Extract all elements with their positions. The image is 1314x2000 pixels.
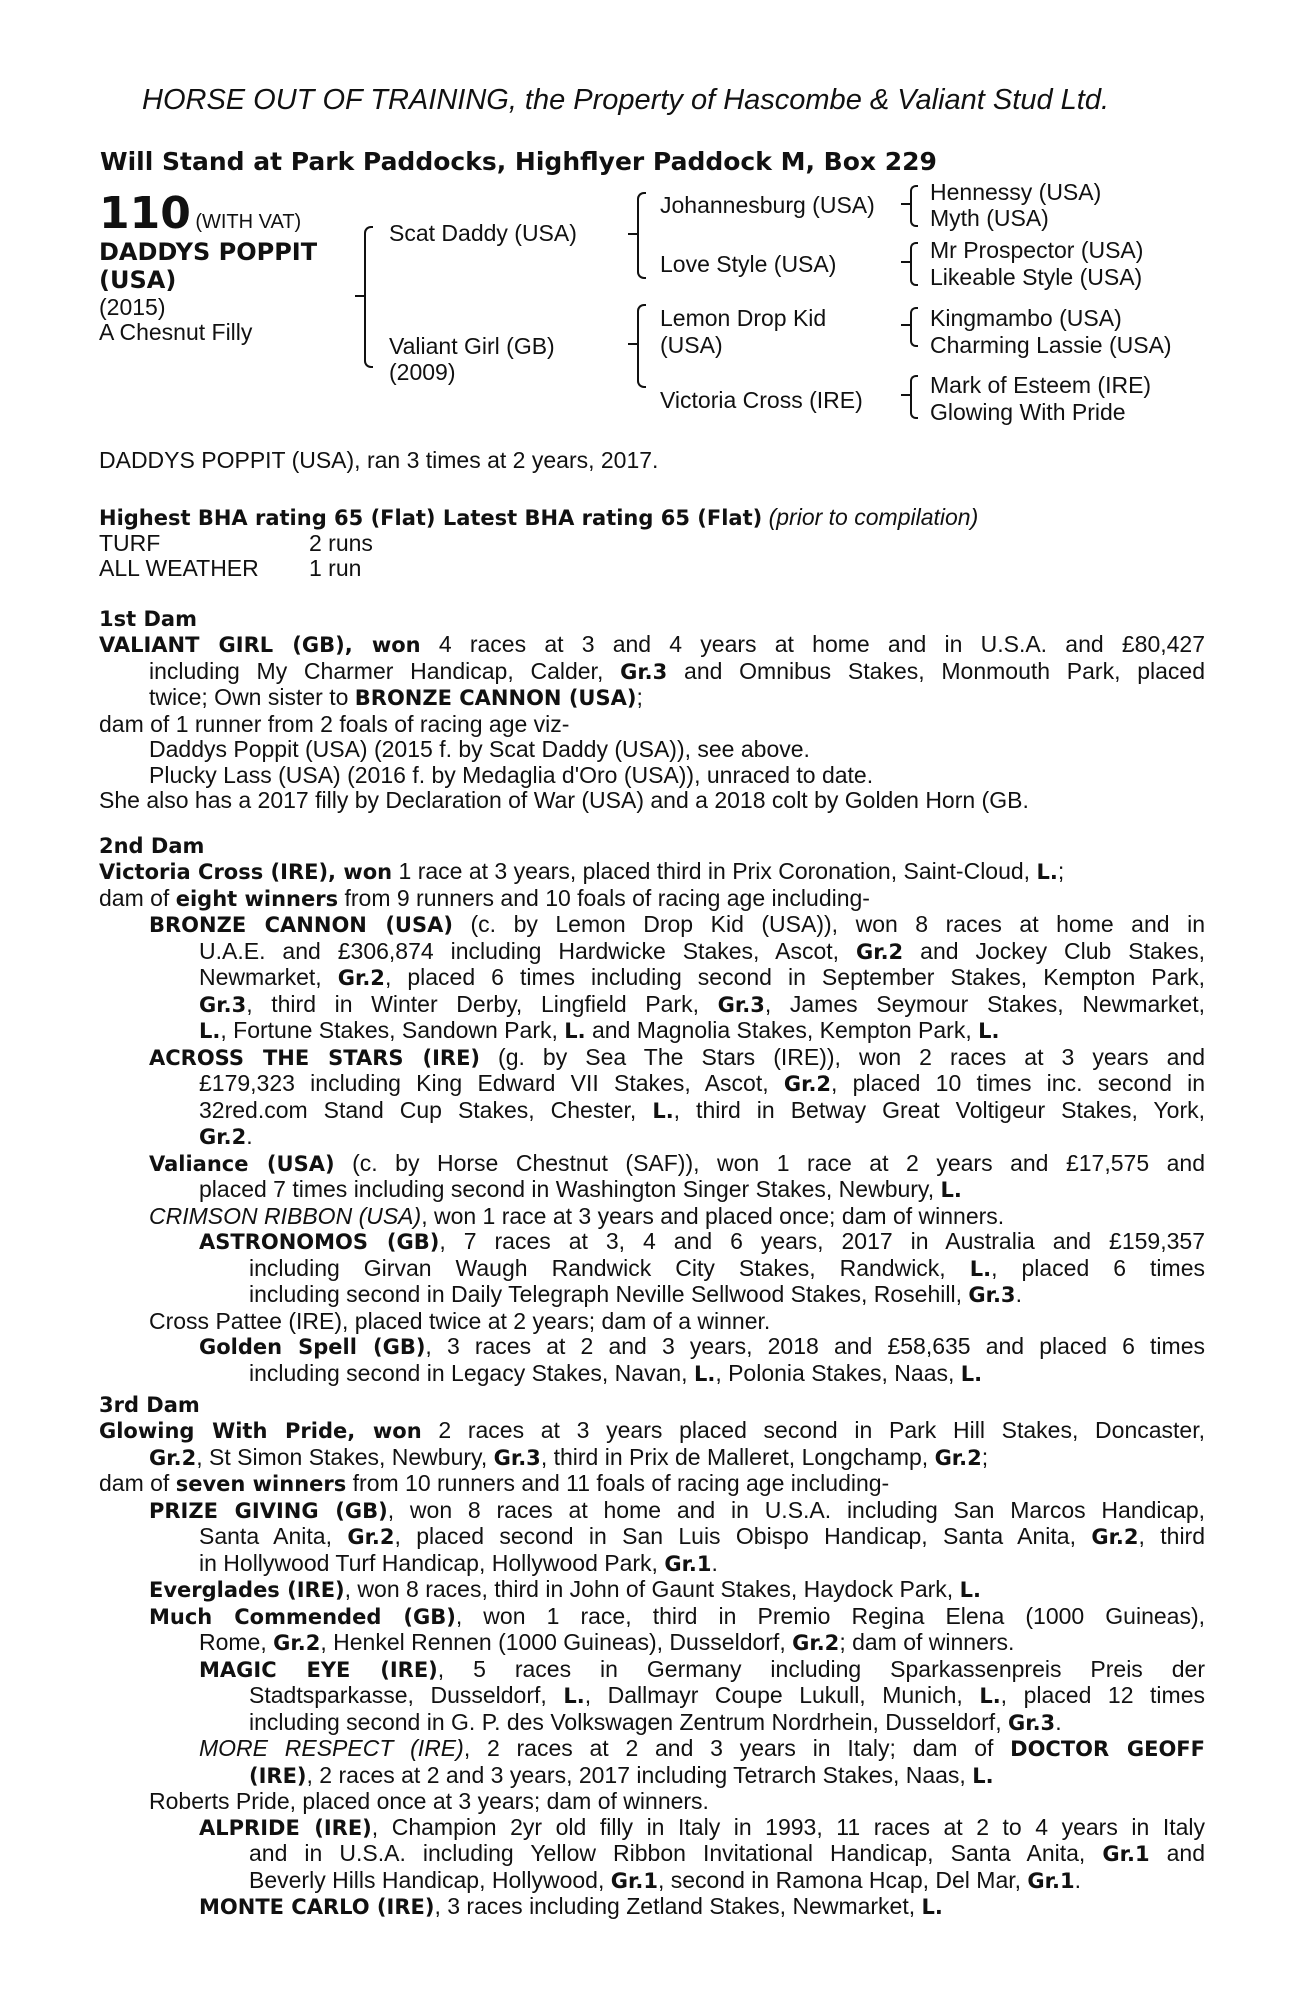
progeny-name: ASTRONOMOS (GB) xyxy=(199,1230,440,1254)
sire-of-sire: Johannesburg (USA) xyxy=(660,192,875,218)
progeny-name: MORE RESPECT (IRE) xyxy=(199,1735,464,1761)
great-grandparent-6: Charming Lassie (USA) xyxy=(930,332,1172,358)
text: , won 1 race, third in Premio Regina Elena (1000 Guineas), xyxy=(455,1602,1206,1629)
text: , 2 races at 2 and 3 years in Italy; dam of xyxy=(463,1735,1011,1761)
text: Stadtsparkasse, Dusseldorf, xyxy=(249,1682,564,1708)
bracket-gs4 xyxy=(910,375,918,419)
bracket-gs1-notch xyxy=(901,203,910,205)
great-grandparent-7: Mark of Esteem (IRE) xyxy=(930,372,1152,398)
text: (c. by Horse Chestnut (SAF)), won 1 race at 2 years and £17,575 and xyxy=(334,1149,1206,1176)
bracket-main xyxy=(364,226,373,368)
progeny-entry xyxy=(99,992,1205,1019)
text: and Magnolia Stakes, Kempton Park, xyxy=(585,1017,979,1043)
grand-progeny-entry xyxy=(99,1657,1205,1684)
text: , placed second in San Luis Obispo Handicap, Santa Anita, xyxy=(394,1523,1092,1549)
grade: Gr.1 xyxy=(664,1551,712,1576)
grade: Gr.2 xyxy=(199,1125,247,1149)
progeny-name: PRIZE GIVING (GB) xyxy=(149,1498,388,1523)
text: , third in Prix de Malleret, Longchamp, xyxy=(540,1443,935,1470)
progeny-name: Much Commended (GB) xyxy=(149,1604,456,1629)
dam-name: Glowing With Pride xyxy=(99,1419,348,1443)
first-dam-line xyxy=(99,659,1205,686)
progeny-entry xyxy=(99,1498,1205,1525)
text: Santa Anita, xyxy=(199,1523,348,1549)
grand-progeny-entry xyxy=(99,1736,1205,1763)
foaling-year: (2015) xyxy=(99,294,166,320)
text: . xyxy=(711,1549,718,1576)
sire-of-dam: Lemon Drop Kid xyxy=(660,305,827,331)
text: dam of xyxy=(99,884,176,911)
text: , won xyxy=(347,1419,422,1443)
progeny-entry xyxy=(99,1630,1205,1657)
first-dam-heading: 1st Dam xyxy=(99,607,197,631)
grade: Gr.2 xyxy=(149,1445,197,1470)
winners-count: eight winners xyxy=(175,886,339,911)
text: £179,323 including King Edward VII Stakes, Ascot, xyxy=(199,1070,784,1096)
grand-progeny-entry xyxy=(99,1815,1205,1842)
progeny-entry xyxy=(99,1577,1205,1604)
grand-progeny-entry xyxy=(99,1256,1205,1283)
grand-progeny-entry xyxy=(99,1763,1205,1790)
bracket-gs3 xyxy=(910,307,918,347)
first-dam-line: She also has a 2017 filly by Declaration of War (USA) and a 2018 colt by Golden Horn (GB. xyxy=(99,787,1029,813)
first-dam-line: dam of 1 runner from 2 foals of racing age viz- xyxy=(99,710,570,737)
grade: Gr.1 xyxy=(1027,1868,1075,1893)
grand-progeny-entry xyxy=(99,1710,1205,1737)
bracket-gs4-notch xyxy=(901,394,910,396)
great-grandparent-4: Likeable Style (USA) xyxy=(930,264,1143,290)
text: placed 7 times including second in Washington Singer Stakes, Newbury, xyxy=(199,1176,941,1202)
progeny-entry: Daddys Poppit (USA) (2015 f. by Scat Daddy (USA)), see above. xyxy=(149,736,810,762)
horse-description: A Chesnut Filly xyxy=(99,319,253,345)
grade: L. xyxy=(199,1019,221,1043)
progeny-name: Everglades (IRE) xyxy=(149,1578,345,1602)
bha-rating xyxy=(99,505,978,532)
grade: Gr.3 xyxy=(199,992,247,1017)
second-dam-line xyxy=(99,859,1205,886)
progeny-name: BRONZE CANNON (USA) xyxy=(149,913,453,937)
sire-of-dam-origin: (USA) xyxy=(660,332,723,358)
grade: L. xyxy=(969,1256,992,1281)
great-grandparent-5: Kingmambo (USA) xyxy=(930,305,1122,331)
text: and Jockey Club Stakes, xyxy=(903,937,1205,964)
vat-note: (WITH VAT) xyxy=(195,211,302,233)
grade: L. xyxy=(1036,860,1058,884)
great-grandparent-2: Myth (USA) xyxy=(930,205,1049,231)
grade: Gr.2 xyxy=(347,1525,395,1549)
progeny-entry xyxy=(99,1204,1205,1230)
text: , third in Winter Derby, Lingfield Park, xyxy=(246,990,718,1017)
progeny-name: DOCTOR GEOFF xyxy=(1010,1737,1205,1761)
race-record: DADDYS POPPIT (USA), ran 3 times at 2 years, 2017. xyxy=(99,447,659,473)
grade: L. xyxy=(563,1684,585,1708)
text: dam of xyxy=(99,1470,176,1496)
bracket-sire xyxy=(637,192,646,279)
dam: Valiant Girl (GB) xyxy=(389,333,555,359)
text: , 5 races in Germany including Sparkassenpreis Preis der xyxy=(437,1655,1206,1682)
text: , placed 10 times inc. second in xyxy=(831,1070,1206,1096)
turf-label: TURF xyxy=(99,530,161,556)
text: from 9 runners and 10 foals of racing age including- xyxy=(338,884,870,911)
text: 4 races at 3 and 4 years at home and in U.S.A. and £80,427 xyxy=(420,631,1206,657)
text: 32red.com Stand Cup Stakes, Chester, xyxy=(199,1096,653,1123)
text: Rome, xyxy=(199,1629,274,1655)
grade: Gr.2 xyxy=(792,1631,840,1655)
text: , Champion 2yr old filly in Italy in 1993, 11 races at 2 to 4 years in Italy xyxy=(371,1813,1206,1840)
text: , 7 races at 3, 4 and 6 years, 2017 in Australia and £159,357 xyxy=(439,1228,1205,1254)
horse-origin: (USA) xyxy=(99,266,177,294)
bha-rating-note: (prior to compilation) xyxy=(768,504,979,530)
bracket-main-notch xyxy=(355,295,364,297)
grade: L. xyxy=(978,1019,1000,1043)
text: , placed 6 times xyxy=(991,1254,1205,1281)
progeny-entry xyxy=(99,1045,1205,1072)
text: , St Simon Stakes, Newbury, xyxy=(196,1443,494,1470)
first-dam-line xyxy=(99,632,1205,659)
grade: Gr.1 xyxy=(610,1868,658,1893)
grand-progeny-entry xyxy=(99,1894,1205,1921)
text: ; xyxy=(636,684,643,710)
grade: Gr.2 xyxy=(1091,1525,1139,1549)
second-dam-heading: 2nd Dam xyxy=(99,834,205,858)
second-dam-line xyxy=(99,886,1205,913)
grand-progeny-entry xyxy=(99,1361,1205,1388)
progeny-name: ALPRIDE (IRE) xyxy=(199,1815,372,1840)
progeny-entry xyxy=(99,939,1205,966)
all-weather-value: 1 run xyxy=(309,555,362,581)
progeny-name: MONTE CARLO (IRE) xyxy=(199,1895,435,1919)
bracket-gs2 xyxy=(910,242,918,286)
text: in Hollywood Turf Handicap, Hollywood Park, xyxy=(199,1549,665,1576)
progeny-name: Golden Spell (GB) xyxy=(199,1335,426,1359)
great-grandparent-8: Glowing With Pride xyxy=(930,399,1126,425)
grand-progeny-entry xyxy=(99,1841,1205,1868)
third-dam-line xyxy=(99,1418,1205,1445)
text: , 2 races at 2 and 3 years, 2017 including Tetrarch Stakes, Naas, xyxy=(306,1761,973,1788)
bracket-sire-notch xyxy=(628,233,637,235)
dam-name: Victoria Cross (IRE), won xyxy=(99,860,393,884)
text: Newmarket, xyxy=(199,964,338,990)
lot-number: 110 xyxy=(99,188,191,239)
progeny-entry: Cross Pattee (IRE), placed twice at 2 years; dam of a winner. xyxy=(149,1307,771,1334)
text: , won 8 races at home and in U.S.A. including San Marcos Handicap, xyxy=(387,1496,1206,1523)
bracket-gs3-notch xyxy=(901,324,910,326)
text: including second in Daily Telegraph Neville Sellwood Stakes, Rosehill, xyxy=(249,1281,969,1307)
text: 2 races at 3 years placed second in Park Hill Stakes, Doncaster, xyxy=(421,1417,1205,1443)
progeny-name: CRIMSON RIBBON (USA) xyxy=(149,1202,422,1229)
text: , 3 races including Zetland Stakes, Newmarket, xyxy=(434,1893,922,1919)
grade: L. xyxy=(960,1361,983,1386)
grand-progeny-entry xyxy=(99,1334,1205,1361)
text: ; dam of winners. xyxy=(839,1629,1015,1655)
second-dam-section xyxy=(99,859,1205,1387)
text: , third xyxy=(1138,1523,1205,1549)
progeny-entry xyxy=(99,1151,1205,1178)
text: from 10 runners and 11 foals of racing age including- xyxy=(346,1470,890,1496)
progeny-name: Valiance (USA) xyxy=(149,1151,335,1176)
turf-value: 2 runs xyxy=(309,530,373,556)
grand-progeny-entry xyxy=(99,1683,1205,1710)
grand-progeny-entry xyxy=(99,1868,1205,1895)
text: and xyxy=(1149,1840,1206,1866)
sibling-name: BRONZE CANNON (USA) xyxy=(354,686,637,710)
text: and Omnibus Stakes, Monmouth Park, placed xyxy=(667,657,1205,684)
grade: L. xyxy=(693,1361,716,1386)
text: (g. by Sea The Stars (IRE)), won 2 races at 3 years and xyxy=(480,1043,1205,1070)
text: , second in Ramona Hcap, Del Mar, xyxy=(657,1866,1028,1893)
dam-year: (2009) xyxy=(389,359,456,385)
grand-progeny-entry xyxy=(99,1229,1205,1256)
grade: L. xyxy=(940,1178,962,1202)
text: . xyxy=(1074,1866,1082,1893)
progeny-entry xyxy=(99,1551,1205,1578)
text: . xyxy=(246,1123,253,1149)
progeny-entry xyxy=(99,1604,1205,1631)
great-grandparent-1: Hennessy (USA) xyxy=(930,179,1102,205)
text: , third in Betway Great Voltigeur Stakes, York, xyxy=(673,1096,1205,1123)
first-dam-section xyxy=(99,632,1205,814)
text: twice; Own sister to xyxy=(149,684,355,710)
progeny-entry xyxy=(99,1071,1205,1098)
text: including second in Legacy Stakes, Navan, xyxy=(249,1359,694,1386)
grade: Gr.2 xyxy=(934,1445,982,1470)
stand-location: Will Stand at Park Paddocks, Highflyer Paddock M, Box 229 xyxy=(100,147,937,176)
great-grandparent-3: Mr Prospector (USA) xyxy=(930,237,1144,263)
sire: Scat Daddy (USA) xyxy=(389,220,577,246)
third-dam-line xyxy=(99,1445,1205,1472)
grade: L. xyxy=(921,1895,943,1919)
grade: Gr.3 xyxy=(717,992,765,1017)
grade: Gr.2 xyxy=(783,1072,832,1096)
text: and in U.S.A. including Yellow Ribbon Invitational Handicap, Santa Anita, xyxy=(249,1840,1103,1866)
progeny-name: MAGIC EYE (IRE) xyxy=(199,1657,438,1682)
text: , Fortune Stakes, Sandown Park, xyxy=(220,1017,565,1043)
grade: L. xyxy=(979,1684,1001,1708)
winners-count: seven winners xyxy=(175,1472,347,1496)
bracket-dam xyxy=(637,304,646,388)
dam-of-dam: Victoria Cross (IRE) xyxy=(660,387,863,413)
text: , won 8 races, third in John of Gaunt Stakes, Haydock Park, xyxy=(344,1576,960,1602)
text: , 3 races at 2 and 3 years, 2018 and £58,635 and placed 6 times xyxy=(425,1333,1205,1359)
progeny-entry xyxy=(99,1124,1205,1151)
dam-name: VALIANT GIRL (GB), won xyxy=(99,633,421,657)
progeny-entry xyxy=(99,1098,1205,1125)
text: , won 1 race at 3 years and placed once; dam of winners. xyxy=(421,1202,1005,1229)
third-dam-section xyxy=(99,1418,1205,1921)
text: . xyxy=(1055,1708,1062,1735)
grade: Gr.2 xyxy=(855,939,904,964)
bha-rating-values: Highest BHA rating 65 (Flat) Latest BHA rating 65 (Flat) xyxy=(99,506,763,530)
progeny-entry xyxy=(99,965,1205,992)
bracket-dam-notch xyxy=(628,343,637,345)
grade: Gr.3 xyxy=(620,659,668,684)
text: , Dallmayr Coupe Lukull, Munich, xyxy=(584,1682,980,1708)
progeny-name: ACROSS THE STARS (IRE) xyxy=(149,1045,481,1070)
grade: L. xyxy=(652,1098,674,1123)
third-dam-line xyxy=(99,1471,1205,1498)
horse-name: DADDYS POPPIT xyxy=(99,238,318,266)
grade: L. xyxy=(972,1763,994,1788)
page-title: HORSE OUT OF TRAINING, the Property of Hascombe & Valiant Stud Ltd. xyxy=(142,84,1110,116)
text: . xyxy=(1015,1281,1022,1307)
text: (IRE) xyxy=(249,1763,307,1788)
grade: L. xyxy=(959,1578,981,1602)
text: , James Seymour Stakes, Newmarket, xyxy=(764,990,1206,1017)
progeny-entry xyxy=(99,1018,1205,1045)
text: , Polonia Stakes, Naas, xyxy=(715,1359,961,1386)
grade: Gr.1 xyxy=(1102,1842,1150,1866)
first-dam-line xyxy=(99,685,1205,712)
grade: Gr.3 xyxy=(1007,1710,1056,1735)
text: ; xyxy=(981,1443,989,1470)
grand-progeny-entry xyxy=(99,1282,1205,1309)
bracket-gs1 xyxy=(910,185,918,227)
all-weather-label: ALL WEATHER xyxy=(99,555,259,581)
grade: Gr.3 xyxy=(968,1283,1016,1307)
progeny-entry xyxy=(99,1524,1205,1551)
third-dam-heading: 3rd Dam xyxy=(99,1393,200,1417)
progeny-entry xyxy=(99,1177,1205,1204)
progeny-entry: Roberts Pride, placed once at 3 years; dam of winners. xyxy=(149,1788,709,1814)
dam-of-sire: Love Style (USA) xyxy=(660,251,837,277)
text: U.A.E. and £306,874 including Hardwicke Stakes, Ascot, xyxy=(199,937,856,964)
text: ; xyxy=(1057,858,1065,884)
text: including My Charmer Handicap, Calder, xyxy=(149,657,621,684)
grade: Gr.2 xyxy=(337,966,385,990)
text: Beverly Hills Handicap, Hollywood, xyxy=(249,1866,611,1893)
progeny-entry: Plucky Lass (USA) (2016 f. by Medaglia d'Oro (USA)), unraced to date. xyxy=(149,761,874,788)
text: , Henkel Rennen (1000 Guineas), Dusseldorf, xyxy=(320,1629,793,1655)
text: (c. by Lemon Drop Kid (USA)), won 8 races at home and in xyxy=(452,911,1205,937)
text: , placed 12 times xyxy=(1000,1682,1205,1708)
grade: L. xyxy=(564,1019,586,1043)
text: including second in G. P. des Volkswagen Zentrum Nordrhein, Dusseldorf, xyxy=(249,1708,1008,1735)
bracket-gs2-notch xyxy=(901,261,910,263)
grade: Gr.3 xyxy=(493,1445,541,1470)
text: , placed 6 times including second in September Stakes, Kempton Park, xyxy=(384,964,1205,990)
text: 1 race at 3 years, placed third in Prix Coronation, Saint-Cloud, xyxy=(392,858,1037,884)
grade: Gr.2 xyxy=(273,1631,321,1655)
lot-number-row xyxy=(99,188,301,239)
text: including Girvan Waugh Randwick City Stakes, Randwick, xyxy=(249,1254,970,1281)
progeny-entry xyxy=(99,912,1205,939)
